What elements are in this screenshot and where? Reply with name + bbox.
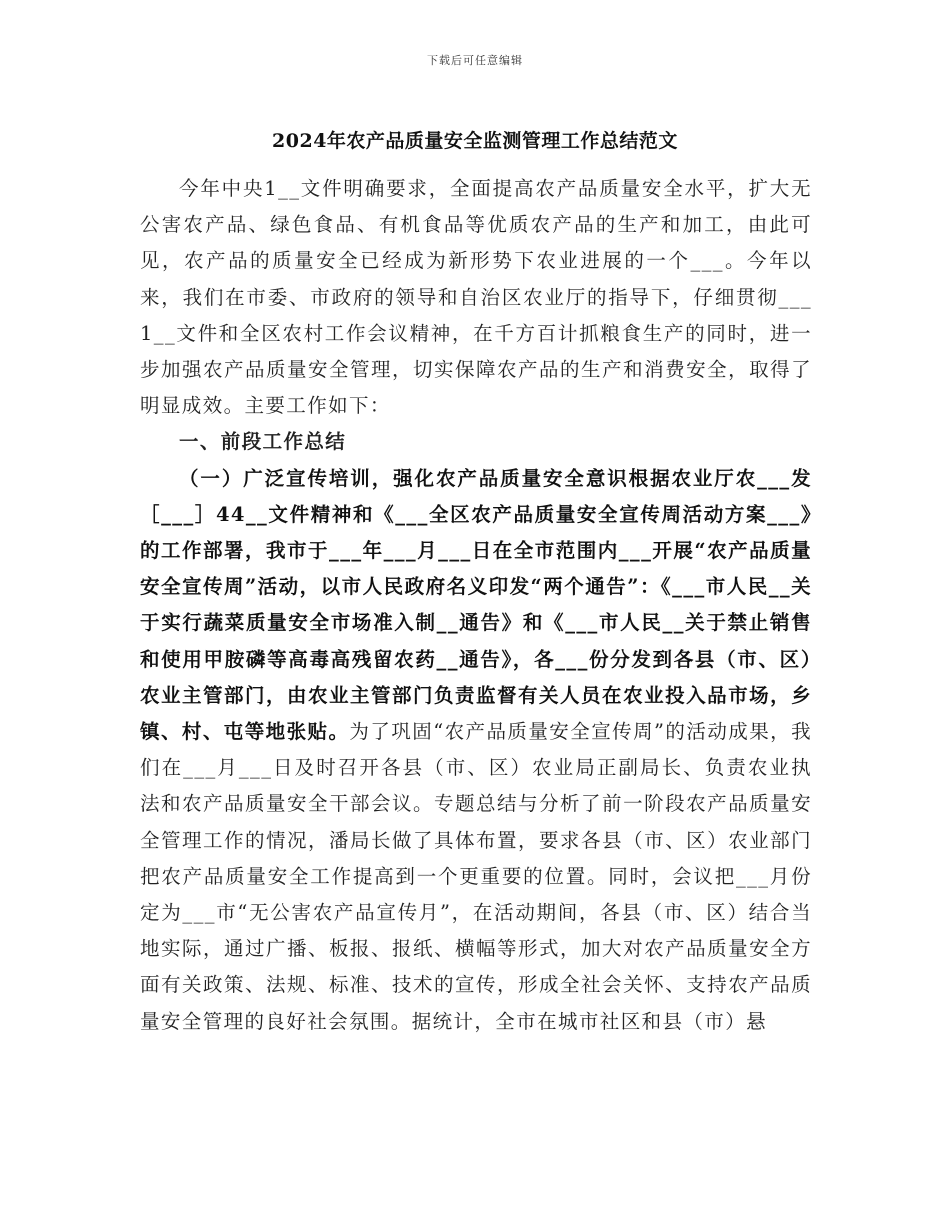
section-paragraph-bold: （一）广泛宣传培训，强化农产品质量安全意识根据农业厅农___发［___］44__文件精神和《___全区农产品质量安全宣传周活动方案___》的工作部署，我市于___年___月___日在全市范围内___开展“农产品质量安全宣传周”活动，以市人民政府名义印发“两个通告”：《___市人民__关于实行蔬菜质量安全市场准入制__通告》和《___市人民__关于禁止销售和使用甲胺磷等高毒高残留农药__通告》，各___份分发到各县（市、区）农业主管部门，由农业主管部门负责监督有关人员在农业投入品市场，乡镇、村、屯等地张贴。 <box>140 466 812 744</box>
section-paragraph-normal: 为了巩固“农产品质量安全宣传周”的活动成果，我们在___月___日及时召开各县（市、区）农业局正副局长、负责农业执法和农产品质量安全干部会议。专题总结与分析了前一阶段农产品质量安全管理工作的情况，潘局长做了具体布置，要求各县（市、区）农业部门把农产品质量安全工作提高到一个更重要的位置。同时，会议把___月份定为___市“无公害农产品宣传月”，在活动期间，各县（市、区）结合当地实际，通过广播、板报、报纸、横幅等形式，加大对农产品质量安全方面有关政策、法规、标准、技术的宣传，形成全社会关怀、支持农产品质量安全管理的良好社会氛围。据统计，全市在城市社区和县（市）悬 <box>140 720 812 1033</box>
section-paragraph <box>140 461 812 1040</box>
intro-paragraph: 今年中央1__文件明确要求，全面提高农产品质量安全水平，扩大无公害农产品、绿色食品、有机食品等优质农产品的生产和加工，由此可见，农产品的质量安全已经成为新形势下农业进展的一个___。今年以来，我们在市委、市政府的领导和自治区农业厅的指导下，仔细贯彻___1__文件和全区农村工作会议精神，在千方百计抓粮食生产的同时，进一步加强农产品质量安全管理，切实保障农产品的生产和消费安全，取得了明显成效。主要工作如下： <box>140 177 812 418</box>
document-title: 2024年农产品质量安全监测管理工作总结范文 <box>272 130 678 152</box>
page-header-note: 下载后可任意编辑 <box>427 54 523 67</box>
document-body <box>140 171 812 1040</box>
section-heading: 一、前段工作总结 <box>179 430 347 454</box>
